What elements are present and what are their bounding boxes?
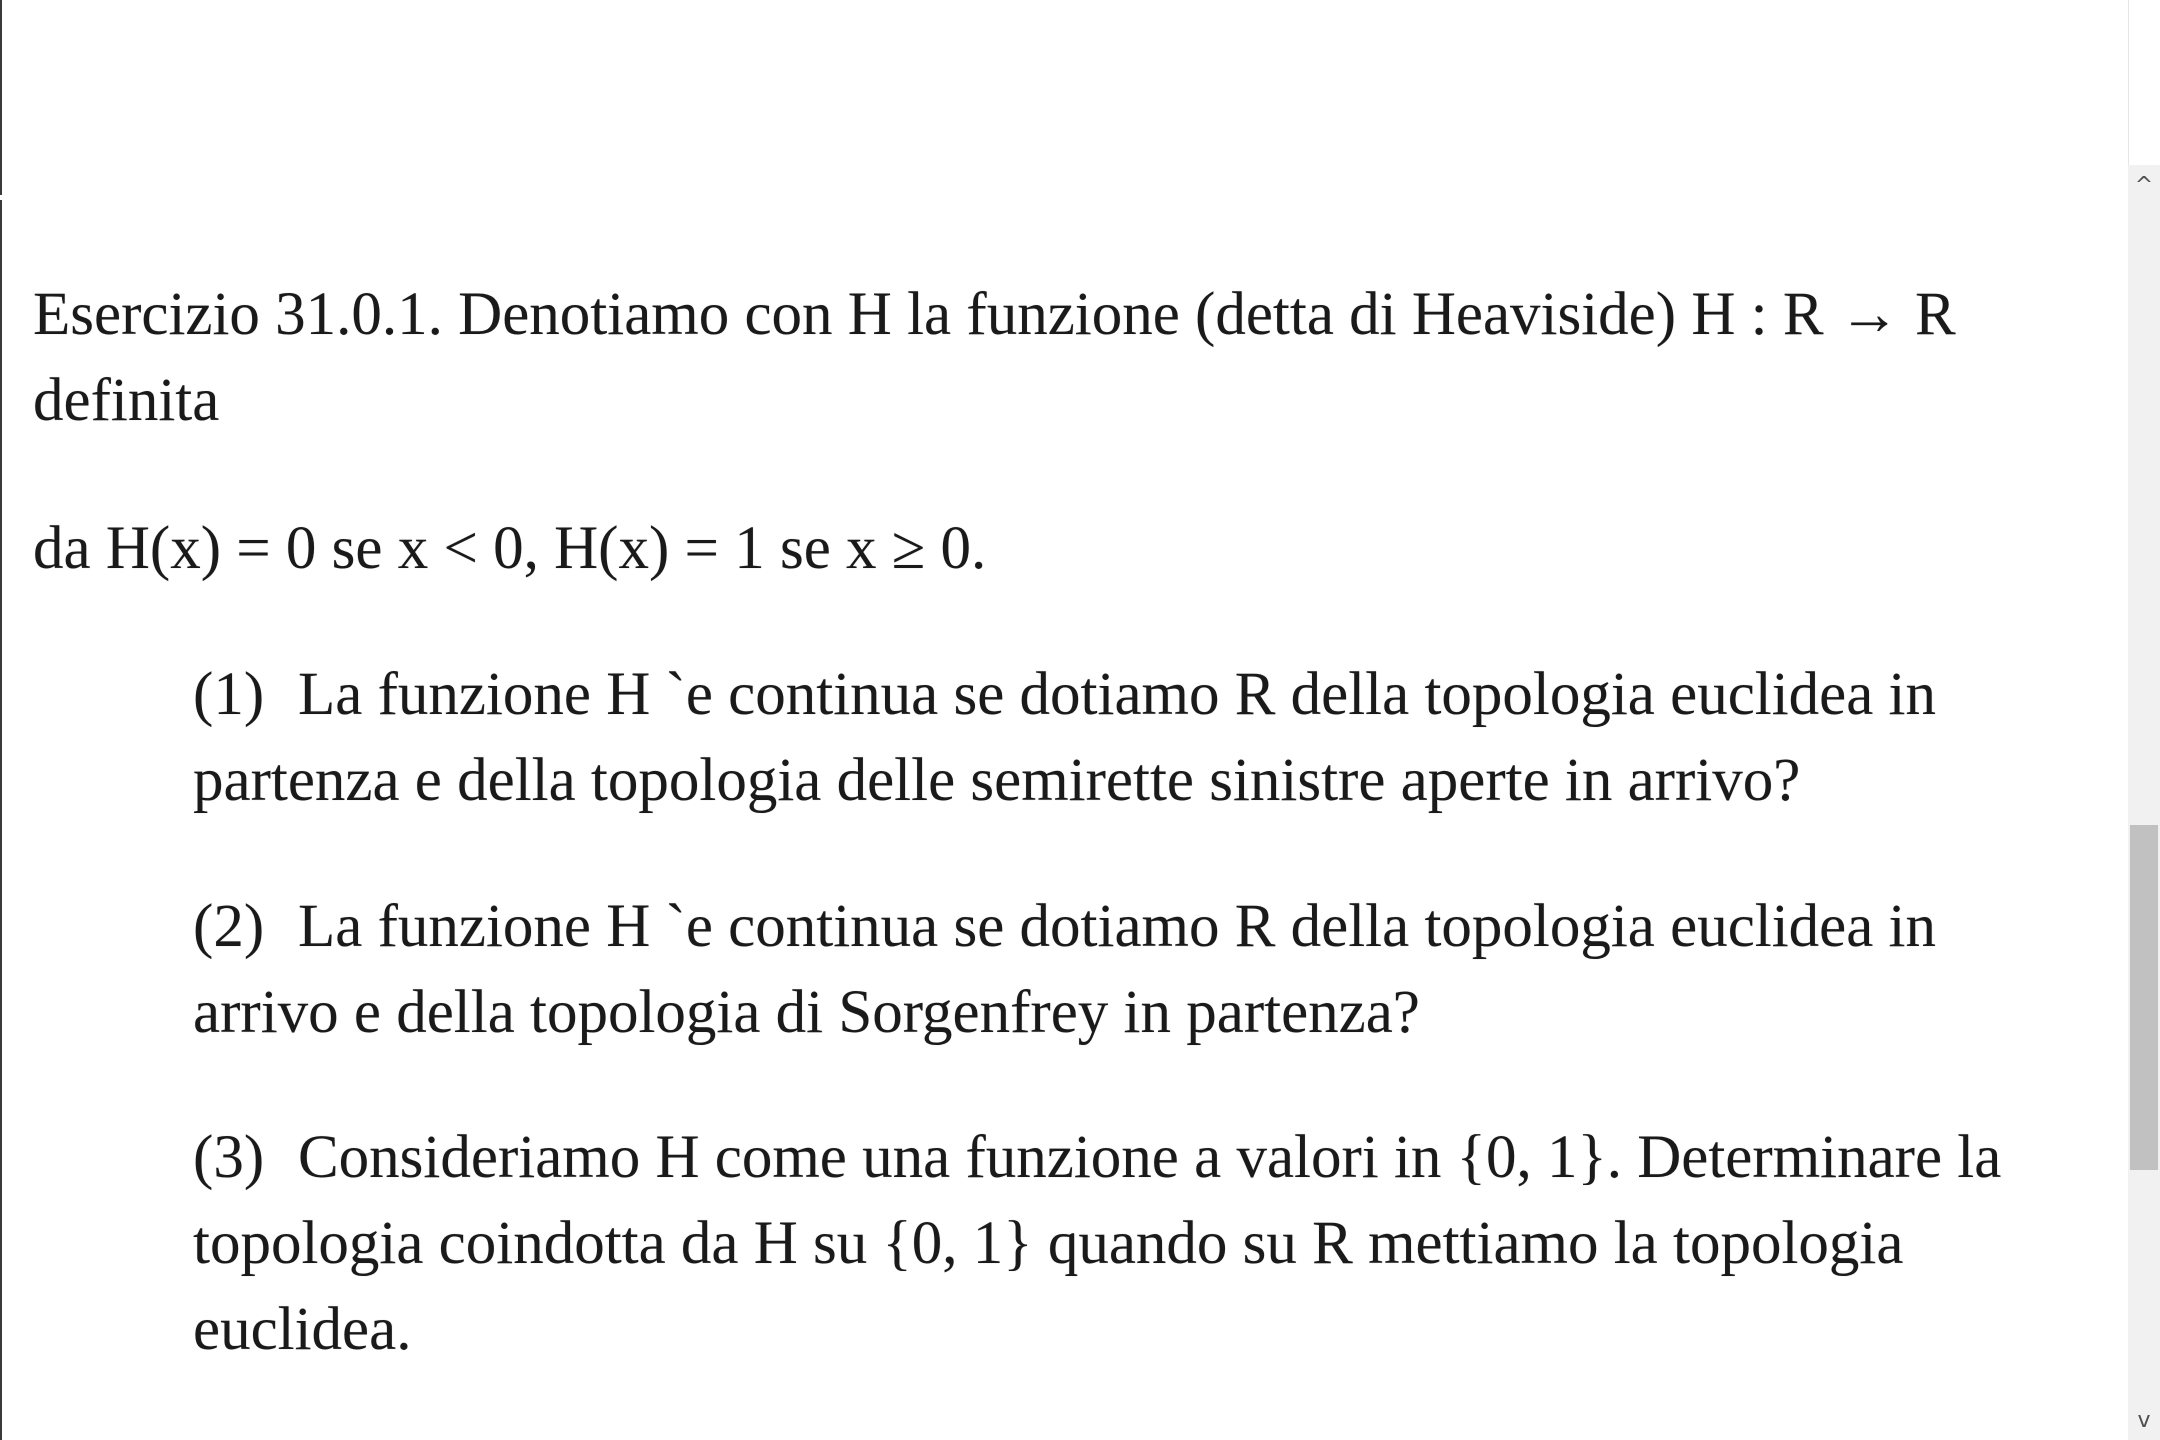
- item-line-2: arrivo e della topologia di Sorgenfrey in partenza?: [193, 979, 1420, 1046]
- exercise-heading-line-1: Esercizio 31.0.1. Denotiamo con H la funzione (detta di Heaviside) H : R → R: [33, 281, 1956, 348]
- exercise-heading: [33, 272, 2113, 444]
- item-line-3: euclidea.: [193, 1296, 412, 1363]
- chevron-down-icon[interactable]: v: [2137, 1407, 2151, 1433]
- item-number: (2): [193, 893, 265, 960]
- scrollbar-top-area: [2128, 0, 2160, 165]
- scrollbar-thumb[interactable]: [2130, 825, 2158, 1170]
- item-line-2: topologia coindotta da H su {0, 1} quando su R mettiamo la topologia: [193, 1210, 1904, 1277]
- question-item-2: [193, 884, 2093, 1056]
- item-line-1: La funzione H `e continua se dotiamo R della topologia euclidea in: [298, 893, 1937, 960]
- question-item-1: [193, 652, 2093, 824]
- exercise-heading-line-2: definita: [33, 367, 220, 434]
- heaviside-definition: da H(x) = 0 se x < 0, H(x) = 1 se x ≥ 0.: [33, 515, 987, 582]
- item-number: (3): [193, 1124, 265, 1191]
- item-number: (1): [193, 661, 265, 728]
- vertical-scrollbar[interactable]: [2128, 0, 2160, 1440]
- item-line-1: La funzione H `e continua se dotiamo R della topologia euclidea in: [298, 661, 1937, 728]
- item-line-1: Consideriamo H come una funzione a valori in {0, 1}. Determinare la: [298, 1124, 2002, 1191]
- item-line-2: partenza e della topologia delle semirette sinistre aperte in arrivo?: [193, 747, 1801, 814]
- chevron-up-icon[interactable]: ^: [2134, 172, 2154, 198]
- question-item-3: [193, 1115, 2093, 1373]
